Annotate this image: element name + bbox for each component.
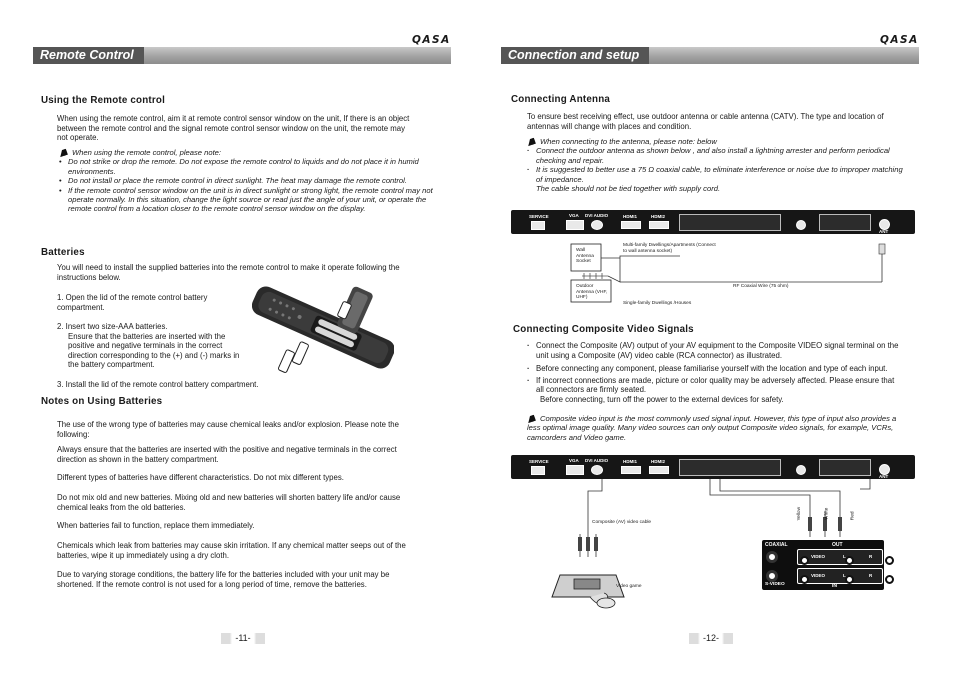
hdmi1-port [621,221,641,229]
l-out-label: L [843,554,846,559]
note-arrow-icon [526,415,536,423]
page-number-right: -12- [689,633,733,644]
battery-step-2-body: Ensure that the batteries are inserted with the positive and negative terminals in the correct direction corresponding to the (+) and (-) marks in the battery compartment. [68,331,240,370]
tv-rear-panel-composite [511,455,915,479]
r-in-label: R [869,573,873,578]
batteries-paragraph: You will need to install the supplied batteries into the remote control to make it operate following the instructions below. [57,263,400,282]
l-in-jack [845,575,854,584]
service-label: SERVICE [529,459,549,464]
battery-step-3: 3. Install the lid of the remote control battery compartment. [57,380,259,389]
video-game-label: Video game [616,584,642,589]
coaxial-jack [766,551,778,563]
ant-label: ANT [879,229,889,234]
brand-logo-right: QASA [880,34,919,46]
av-input-panel-detail [762,540,884,590]
antenna-note-title: When connecting to the antenna, please note: below [540,137,717,146]
remote-battery-illustration [252,278,394,378]
multi-family-label: Multi-family Dwellings/Apartments (Connect to wall antenna socket) [623,243,716,254]
hdmi2-label: HDMI2 [651,214,666,219]
video-in-label: VIDEO [811,573,826,578]
composite-bullets-block [527,341,902,405]
section-header-bar-right [501,47,919,64]
vga-port [566,465,584,475]
hdmi2-label: HDMI2 [651,459,666,464]
red-cable-label: Red [850,511,856,521]
vga-port [566,220,584,230]
ant-label: ANT [879,474,889,479]
pc-audio-label: DVI AUDIO [585,458,609,463]
battery-step-2-title: 2. Insert two size-AAA batteries. [57,322,168,331]
brand-logo-left: QASA [412,34,451,46]
hdmi2-port [649,221,669,229]
page-number-left: -11- [221,633,265,644]
service-port [531,221,545,230]
l-out-jack [845,556,854,565]
antenna-notes-block [527,137,907,193]
composite-note [527,414,902,442]
av-jack-block [679,459,781,476]
battery-step-1: 1. Open the lid of the remote control battery compartment. [57,293,208,312]
pc-audio-jack [591,465,603,475]
earphone-jack [796,220,806,230]
video-out-jack [800,556,809,565]
av-out-block [819,459,871,476]
battery-step-2 [57,322,252,370]
note-arrow-icon [526,138,536,146]
notes-batteries-p5: When batteries fail to function, replace them immediately. [57,521,255,530]
svideo-jack [766,570,778,582]
r-out-label: R [869,554,873,559]
pc-audio-jack [591,220,603,230]
hdmi1-label: HDMI1 [623,214,638,219]
heading-notes-batteries: Notes on Using Batteries [41,396,163,407]
notes-batteries-p6: Chemicals which leak from batteries may cause skin irritation. If any chemical matter seeps out of the batteries, wipe it up immediately using a dry cloth. [57,541,406,560]
hdmi1-label: HDMI1 [623,459,638,464]
section-title-remote-control: Remote Control [33,47,144,64]
l-in-label: L [843,573,846,578]
vga-label: VGA [569,213,579,218]
earphone-jack [796,465,806,475]
remote-note-item: • Do not strike or drop the remote. Do not expose the remote control to liquids and do not place it in humid environments. [59,157,439,176]
composite-note-text: Composite video input is the most commonly used signal input. However, this type of input also provides a less optimal image quality. Many video sources can only output Composite video signals, for example, VCRs, camcorders and Video game. [527,414,897,442]
service-label: SERVICE [529,214,549,219]
notes-batteries-p2: Always ensure that the batteries are inserted with the positive and negative terminals in the correct direction as shown in the battery compartment. [57,445,397,464]
composite-bullet: · Before connecting any component, please familiarise yourself with the location and type of each input. [527,364,902,374]
composite-bullet: · Connect the Composite (AV) output of your AV equipment to the Composite VIDEO signal terminal on the unit using a Composite (AV) video cable (RCA connector) as illustrated. [527,341,902,360]
hdmi2-port [649,466,669,474]
vga-label: VGA [569,458,579,463]
section-title-connection-setup: Connection and setup [501,47,649,64]
composite-bullet: · If incorrect connections are made, picture or color quality may be adversely affected. Please ensure that all connectors are firmly seated. [527,376,902,395]
svideo-label: S-VIDEO [765,582,785,587]
in-label: IN [832,583,837,589]
tv-rear-panel-antenna [511,210,915,234]
white-cable-label: White [824,507,830,520]
coaxial-label: COAXIAL [765,542,788,548]
av-out-block [819,214,871,231]
using-remote-paragraph: When using the remote control, aim it at remote control sensor window on the unit, If there is an object between the remote control and the signal remote control sensor window on the unit, the remote may not operate. [57,114,410,143]
r-in-jack [885,575,894,584]
remote-note-title: When using the remote control, please note: [72,148,222,157]
composite-bullet-extra: Before connecting, turn off the power to the external devices for safety. [540,394,784,404]
service-port [531,466,545,475]
antenna-note-item: · Connect the outdoor antenna as shown below , and also install a lightning arrester and perform periodical checking and repair. [527,146,907,165]
rf-wire-label: RF Coaxial Wire (75 ohm) [733,284,789,289]
composite-cable-label: Composite (AV) video cable [592,520,652,525]
hdmi1-port [621,466,641,474]
yellow-cable-label: Yellow [797,506,803,521]
notes-batteries-p7: Due to varying storage conditions, the battery life for the batteries included with your unit may be shortened. If the remote control is not used for a long period of time, remove the batteries. [57,570,390,589]
notes-batteries-p4: Do not mix old and new batteries. Mixing old and new batteries will shorten battery life and/or cause chemical leaks from the old batteries. [57,493,401,512]
heading-using-remote: Using the Remote control [41,95,166,106]
remote-note-item: • If the remote control sensor window on the unit is in direct sunlight or strong light, the remote control may not operate normally. In this situation, change the light source or read just the angle of your unit, or operate the remote control from a location closer to the remote control sensor window on the display. [59,186,439,214]
notes-batteries-p3: Different types of batteries have different characteristics. Do not mix different types. [57,473,344,482]
av-in-row [797,568,883,584]
av-jack-block [679,214,781,231]
pc-audio-label: DVI AUDIO [585,213,609,218]
section-header-bar-left [33,47,451,64]
antenna-paragraph: To ensure best receiving effect, use outdoor antenna or cable antenna (CATV). The type and location of antennas will change with places and condition. [527,112,884,131]
av-out-row [797,549,883,565]
heading-connecting-antenna: Connecting Antenna [511,94,611,105]
remote-note-item: • Do not install or place the remote control in direct sunlight. The heat may damage the remote control. [59,176,439,185]
heading-batteries: Batteries [41,247,85,258]
r-out-jack [885,556,894,565]
single-family-label: Single-family Dwellings /Houses [623,301,692,306]
wall-antenna-label: Wall Antenna Socket [576,248,594,265]
out-label: OUT [832,542,843,548]
antenna-note-item: · It is suggested to better use a 75 Ω coaxial cable, to eliminate interference or noise due to improper matching of impedance. [527,165,907,184]
video-out-label: VIDEO [811,554,826,559]
antenna-note-extra: The cable should not be tied together with supply cord. [536,184,721,194]
note-arrow-icon [58,149,68,157]
remote-notes-block [59,148,439,214]
video-in-jack [800,575,809,584]
notes-batteries-p1: The use of the wrong type of batteries may cause chemical leaks and/or explosion. Please note the following: [57,420,399,439]
outdoor-antenna-label: Outdoor Antenna (VHF, UHF) [576,284,608,301]
heading-composite-video: Connecting Composite Video Signals [513,324,694,335]
